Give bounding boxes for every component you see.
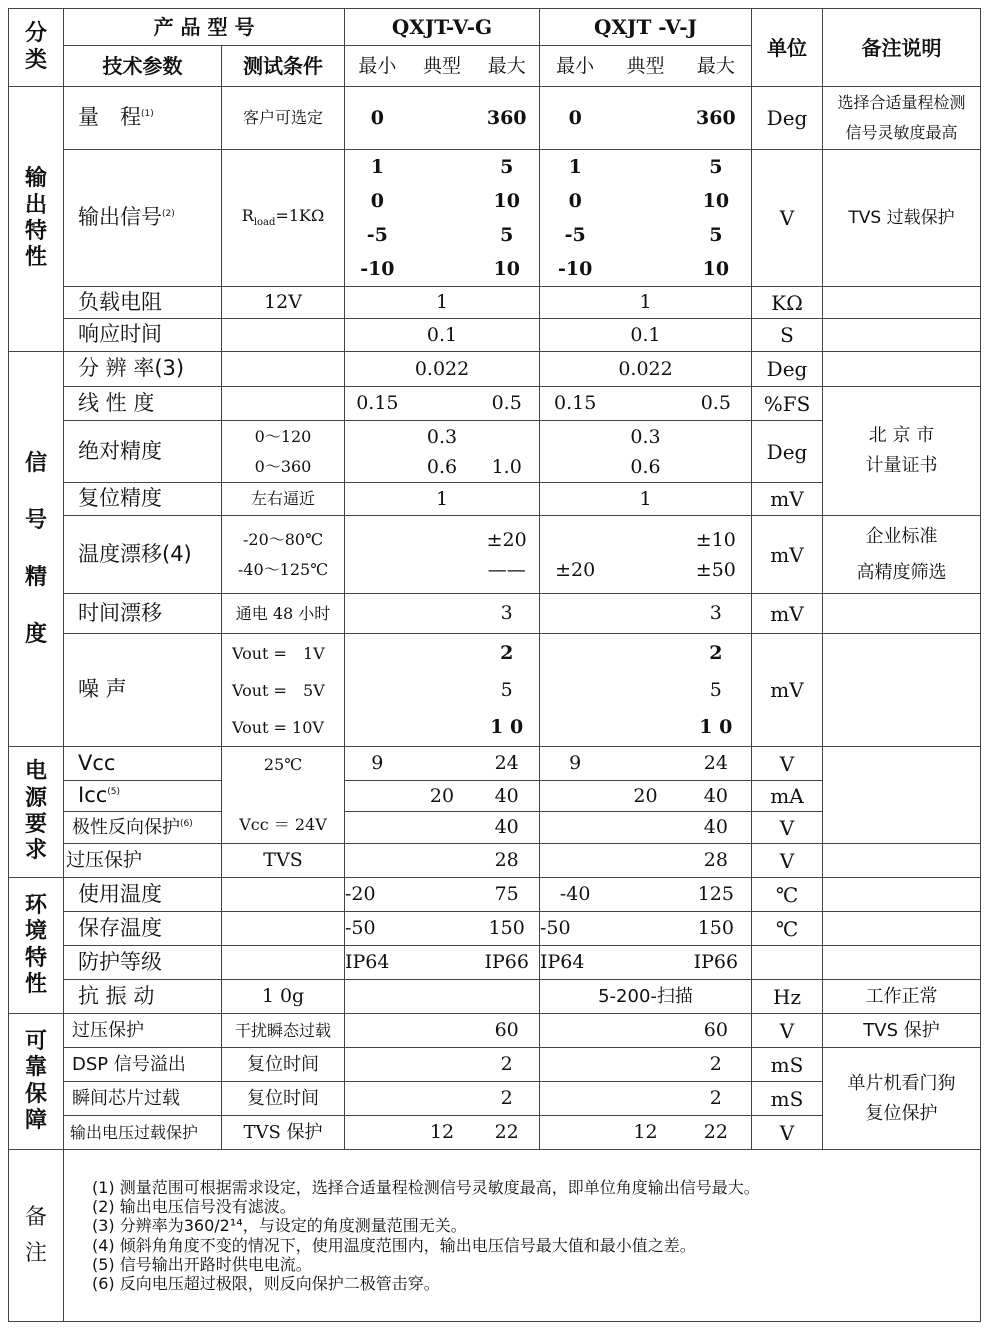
g-overvolt: 28 bbox=[345, 844, 540, 878]
cond-ovp: 干扰瞬态过载 bbox=[222, 1014, 345, 1048]
param-noise: 噪 声 bbox=[64, 634, 222, 747]
unit-ovp: V bbox=[752, 1014, 823, 1048]
remark-vibration: 工作正常 bbox=[823, 980, 981, 1014]
j-noise: 2 5 1 0 bbox=[540, 634, 752, 747]
note-5: (5) 信号输出开路时供电电流。 bbox=[92, 1254, 312, 1274]
remark-sttemp bbox=[823, 912, 981, 946]
j-chip: 2 bbox=[540, 1082, 752, 1116]
remark-load bbox=[823, 287, 981, 319]
j-icc: 20 40 bbox=[540, 781, 752, 812]
g-range: 0 360 bbox=[345, 87, 540, 150]
header-model-j: QXJT -V-J bbox=[540, 9, 752, 46]
cond-vibration: 1 0g bbox=[222, 980, 345, 1014]
note-3: (3) 分辨率为360/2¹⁴，与设定的角度测量范围无关。 bbox=[92, 1216, 467, 1236]
note-1: (1) 测量范围可根据需求设定，选择合适量程检测信号灵敏度最高，即单位角度输出信号最大。 bbox=[92, 1177, 760, 1197]
j-resolution: 0.022 bbox=[540, 352, 752, 387]
category-output: 输 出 特 性 bbox=[9, 87, 64, 352]
j-outover: 12 22 bbox=[540, 1116, 752, 1150]
category-env: 环 境 特 性 bbox=[9, 878, 64, 1014]
category-rel: 可 靠 保 障 bbox=[9, 1014, 64, 1150]
j-vcc: 9 24 bbox=[540, 747, 752, 781]
cond-power: 25℃ Vcc ＝ 24V bbox=[222, 747, 345, 844]
g-response: 0.1 bbox=[345, 319, 540, 352]
unit-linearity: %FS bbox=[752, 387, 823, 421]
unit-noise: mV bbox=[752, 634, 823, 747]
header-param: 技术参数 bbox=[64, 46, 222, 87]
cond-outover: TVS 保护 bbox=[222, 1116, 345, 1150]
unit-range: Deg bbox=[752, 87, 823, 150]
remark-ip bbox=[823, 946, 981, 980]
remark-response bbox=[823, 319, 981, 352]
j-ovp: 60 bbox=[540, 1014, 752, 1048]
remark-dsp: 单片机看门狗 复位保护 bbox=[823, 1048, 981, 1150]
param-outover: 输出电压过载保护 bbox=[64, 1116, 222, 1150]
remark-range: 选择合适量程检测 信号灵敏度最高 bbox=[823, 87, 981, 150]
j-absacc: 0.3 0.6 bbox=[540, 421, 752, 483]
j-ip: IP64 IP66 bbox=[540, 946, 752, 980]
param-reset: 复位精度 bbox=[64, 483, 222, 516]
j-timedrift: 3 bbox=[540, 594, 752, 634]
category-power: 电 源 要 求 bbox=[9, 747, 64, 878]
j-reset: 1 bbox=[540, 483, 752, 516]
j-polarity: 40 bbox=[540, 812, 752, 844]
cond-reset: 左右逼近 bbox=[222, 483, 345, 516]
unit-vibration: Hz bbox=[752, 980, 823, 1014]
j-output: 1 5 0 10 -5 5 -10 10 bbox=[540, 150, 752, 287]
param-load: 负载电阻 bbox=[64, 287, 222, 319]
param-chip: 瞬间芯片过载 bbox=[64, 1082, 222, 1116]
g-resolution: 0.022 bbox=[345, 352, 540, 387]
category-signal: 信 号 精 度 bbox=[9, 352, 64, 747]
param-resolution: 分 辨 率(3) bbox=[64, 352, 222, 387]
cond-timedrift: 通电 48 小时 bbox=[222, 594, 345, 634]
cond-overvolt: TVS bbox=[222, 844, 345, 878]
unit-absacc: Deg bbox=[752, 421, 823, 483]
header-g-mtm: 最小 典型 最大 bbox=[345, 46, 540, 87]
param-polarity: 极性反向保护$^{(6)}$ bbox=[64, 812, 222, 844]
param-ovp: 过压保护 bbox=[64, 1014, 222, 1048]
remark-output: TVS 过载保护 bbox=[823, 150, 981, 287]
g-sttemp: -50 150 bbox=[345, 912, 540, 946]
g-dsp: 2 bbox=[345, 1048, 540, 1082]
g-linearity: 0.15 0.5 bbox=[345, 387, 540, 421]
note-6: (6) 反向电压超过极限，则反向保护二极管击穿。 bbox=[92, 1273, 440, 1293]
param-overvolt: 过压保护 bbox=[64, 844, 222, 878]
cond-resolution bbox=[222, 352, 345, 387]
remark-ovp: TVS 保护 bbox=[823, 1014, 981, 1048]
cond-absacc: 0～120 0～360 bbox=[222, 421, 345, 483]
unit-optemp: ℃ bbox=[752, 878, 823, 912]
g-vibration bbox=[345, 980, 540, 1014]
cond-response bbox=[222, 319, 345, 352]
g-load: 1 bbox=[345, 287, 540, 319]
unit-outover: V bbox=[752, 1116, 823, 1150]
header-condition: 测试条件 bbox=[222, 46, 345, 87]
j-overvolt: 28 bbox=[540, 844, 752, 878]
unit-polarity: V bbox=[752, 812, 823, 844]
g-outover: 12 22 bbox=[345, 1116, 540, 1150]
unit-dsp: mS bbox=[752, 1048, 823, 1082]
param-ip: 防护等级 bbox=[64, 946, 222, 980]
cond-output: $R_{load}=1K\Omega$ bbox=[222, 150, 345, 287]
g-tempdrift: ±20 —— bbox=[345, 516, 540, 594]
remark-linearity: 北 京 市 计量证书 bbox=[823, 387, 981, 516]
header-unit: 单位 bbox=[752, 9, 823, 87]
g-vcc: 9 24 bbox=[345, 747, 540, 781]
header-category: 分 类 bbox=[9, 9, 64, 87]
unit-ip bbox=[752, 946, 823, 980]
g-output: 1 5 0 10 -5 5 -10 10 bbox=[345, 150, 540, 287]
g-timedrift: 3 bbox=[345, 594, 540, 634]
category-notes: 备 注 bbox=[9, 1150, 64, 1322]
remark-noise bbox=[823, 634, 981, 747]
j-range: 0 360 bbox=[540, 87, 752, 150]
note-2: (2) 输出电压信号没有滤波。 bbox=[92, 1197, 296, 1217]
param-vcc: Vcc bbox=[64, 747, 222, 781]
unit-vcc: V bbox=[752, 747, 823, 781]
unit-timedrift: mV bbox=[752, 594, 823, 634]
spec-table bbox=[8, 8, 981, 1322]
cond-ip bbox=[222, 946, 345, 980]
unit-response: S bbox=[752, 319, 823, 352]
j-response: 0.1 bbox=[540, 319, 752, 352]
g-ovp: 60 bbox=[345, 1014, 540, 1048]
j-optemp: -40 125 bbox=[540, 878, 752, 912]
param-sttemp: 保存温度 bbox=[64, 912, 222, 946]
cond-optemp bbox=[222, 878, 345, 912]
param-absacc: 绝对精度 bbox=[64, 421, 222, 483]
unit-output: V bbox=[752, 150, 823, 287]
unit-resolution: Deg bbox=[752, 352, 823, 387]
cond-noise: Vout = 1V Vout = 5V Vout = 10V bbox=[222, 634, 345, 747]
g-ip: IP64 IP66 bbox=[345, 946, 540, 980]
header-model: 产 品 型 号 bbox=[64, 9, 345, 46]
param-range: 量 程$^{(1)}$ bbox=[64, 87, 222, 150]
cond-range: 客户可选定 bbox=[222, 87, 345, 150]
unit-icc: mA bbox=[752, 781, 823, 812]
header-j-mtm: 最小 典型 最大 bbox=[540, 46, 752, 87]
g-absacc: 0.3 0.6 1.0 bbox=[345, 421, 540, 483]
g-noise: 2 5 1 0 bbox=[345, 634, 540, 747]
param-optemp: 使用温度 bbox=[64, 878, 222, 912]
j-vibration: 5-200-扫描 bbox=[540, 980, 752, 1014]
cond-chip: 复位时间 bbox=[222, 1082, 345, 1116]
j-load: 1 bbox=[540, 287, 752, 319]
unit-overvolt: V bbox=[752, 844, 823, 878]
cond-tempdrift: -20～80℃ -40～125℃ bbox=[222, 516, 345, 594]
param-linearity: 线 性 度 bbox=[64, 387, 222, 421]
remark-tempdrift: 企业标准 高精度筛选 bbox=[823, 516, 981, 594]
unit-sttemp: ℃ bbox=[752, 912, 823, 946]
header-remark: 备注说明 bbox=[823, 9, 981, 87]
notes-block bbox=[64, 1150, 981, 1322]
cond-sttemp bbox=[222, 912, 345, 946]
j-sttemp: -50 150 bbox=[540, 912, 752, 946]
remark-resolution bbox=[823, 352, 981, 387]
unit-load: KΩ bbox=[752, 287, 823, 319]
g-reset: 1 bbox=[345, 483, 540, 516]
cond-dsp: 复位时间 bbox=[222, 1048, 345, 1082]
cond-linearity bbox=[222, 387, 345, 421]
unit-tempdrift: mV bbox=[752, 516, 823, 594]
param-output: 输出信号$^{(2)}$ bbox=[64, 150, 222, 287]
param-response: 响应时间 bbox=[64, 319, 222, 352]
remark-timedrift bbox=[823, 594, 981, 634]
g-polarity: 40 bbox=[345, 812, 540, 844]
remark-power bbox=[823, 747, 981, 844]
g-optemp: -20 75 bbox=[345, 878, 540, 912]
j-linearity: 0.15 0.5 bbox=[540, 387, 752, 421]
header-model-g: QXJT-V-G bbox=[345, 9, 540, 46]
unit-reset: mV bbox=[752, 483, 823, 516]
remark-overvolt bbox=[823, 844, 981, 878]
param-tempdrift: 温度漂移(4) bbox=[64, 516, 222, 594]
param-timedrift: 时间漂移 bbox=[64, 594, 222, 634]
j-dsp: 2 bbox=[540, 1048, 752, 1082]
unit-chip: mS bbox=[752, 1082, 823, 1116]
param-icc: Icc$^{(5)}$ bbox=[64, 781, 222, 812]
note-4: (4) 倾斜角角度不变的情况下，使用温度范围内，输出电压信号最大值和最小值之差。 bbox=[92, 1235, 696, 1255]
g-chip: 2 bbox=[345, 1082, 540, 1116]
param-vibration: 抗 振 动 bbox=[64, 980, 222, 1014]
param-dsp: DSP 信号溢出 bbox=[64, 1048, 222, 1082]
j-tempdrift: ±10 ±20 ±50 bbox=[540, 516, 752, 594]
remark-optemp bbox=[823, 878, 981, 912]
cond-load: 12V bbox=[222, 287, 345, 319]
g-icc: 20 40 bbox=[345, 781, 540, 812]
